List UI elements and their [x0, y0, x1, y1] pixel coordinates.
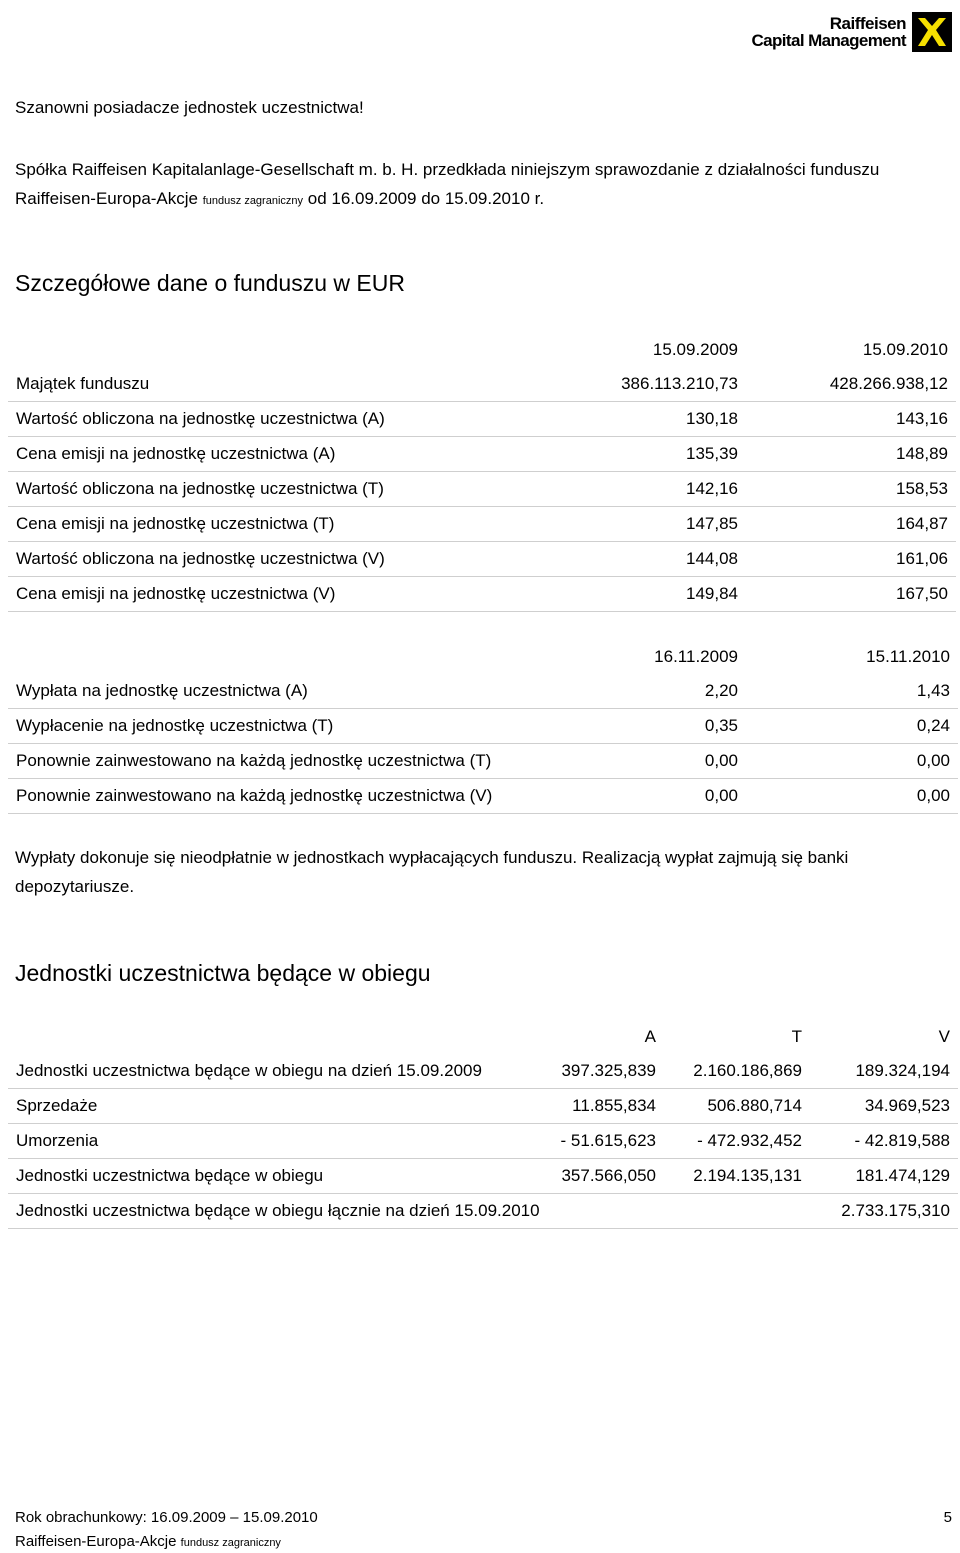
row-label: Ponownie zainwestowano na każdą jednostkę uczestnictwa (V) [8, 779, 596, 814]
section-title-units: Jednostki uczestnictwa będące w obiegu [15, 960, 431, 986]
table-row [8, 674, 958, 709]
row-value: 386.113.210,73 [596, 367, 746, 402]
logo-line1: Raiffeisen [829, 14, 906, 33]
greeting: Szanowni posiadacze jednostek uczestnictwa! [15, 98, 364, 117]
intro-line1: Spółka Raiffeisen Kapitalanlage-Gesellschaft m. b. H. przedkłada niniejszym sprawozdanie z działalności funduszu [15, 160, 880, 179]
row-value: 130,18 [596, 402, 746, 437]
row-value: 164,87 [746, 507, 956, 542]
column-header: 15.09.2009 [652, 340, 738, 359]
row-label: Wypłata na jednostkę uczestnictwa (A) [8, 674, 596, 709]
footer-fund [15, 1533, 281, 1550]
row-value: 0,00 [596, 744, 746, 779]
row-value: 0,35 [596, 709, 746, 744]
row-value: 142,16 [596, 472, 746, 507]
row-value-t: - 472.932,452 [664, 1124, 810, 1159]
table-row [8, 577, 956, 612]
row-value-a: - 51.615,623 [526, 1124, 664, 1159]
row-label: Umorzenia [8, 1124, 526, 1159]
row-label: Sprzedaże [8, 1089, 526, 1124]
row-value: 0,00 [596, 779, 746, 814]
row-value: 158,53 [746, 472, 956, 507]
column-header-v: V [938, 1027, 950, 1046]
row-value: 144,08 [596, 542, 746, 577]
column-header: 15.09.2010 [862, 340, 948, 359]
table-row [8, 542, 956, 577]
row-value: 428.266.938,12 [746, 367, 956, 402]
fund-suffix: fundusz zagraniczny [202, 195, 304, 207]
column-header-t: T [791, 1027, 802, 1046]
footer-period: Rok obrachunkowy: 16.09.2009 – 15.09.2010 [15, 1509, 318, 1526]
row-value-t: 2.160.186,869 [664, 1054, 810, 1089]
raiffeisen-gable-cross-icon [912, 12, 952, 52]
row-value-v: 34.969,523 [810, 1089, 958, 1124]
row-label: Jednostki uczestnictwa będące w obiegu [8, 1159, 526, 1194]
payout-note-line1: Wypłaty dokonuje się nieodpłatnie w jednostkach wypłacających funduszu. Realizacją wypłat zajmują się banki [15, 848, 849, 867]
row-label: Cena emisji na jednostkę uczestnictwa (T) [8, 507, 596, 542]
total-label: Jednostki uczestnictwa będące w obiegu łącznie na dzień 15.09.2010 [8, 1194, 810, 1229]
distribution-table [8, 640, 958, 814]
table-row [8, 1054, 958, 1089]
row-value-a: 397.325,839 [526, 1054, 664, 1089]
footer-fund-name: Raiffeisen-Europa-Akcje [15, 1533, 177, 1550]
row-value: 0,00 [746, 744, 958, 779]
table-row [8, 367, 956, 402]
row-value: 0,00 [746, 779, 958, 814]
footer-fund-suffix: fundusz zagraniczny [180, 1537, 281, 1549]
units-table [8, 1020, 958, 1229]
column-header: 16.11.2009 [654, 647, 738, 666]
table-row [8, 779, 958, 814]
table-row [8, 402, 956, 437]
table-header-row [8, 640, 958, 674]
intro-period: od 16.09.2009 do 15.09.2010 r. [307, 189, 545, 208]
section-title-fund-data: Szczegółowe dane o funduszu w EUR [15, 270, 405, 296]
table-row [8, 1089, 958, 1124]
table-row [8, 472, 956, 507]
row-value-v: 181.474,129 [810, 1159, 958, 1194]
row-value-v: - 42.819,588 [810, 1124, 958, 1159]
row-label: Cena emisji na jednostkę uczestnictwa (A) [8, 437, 596, 472]
row-value: 135,39 [596, 437, 746, 472]
row-value-a: 11.855,834 [526, 1089, 664, 1124]
row-label: Jednostki uczestnictwa będące w obiegu na dzień 15.09.2009 [8, 1054, 526, 1089]
fund-data-table [8, 333, 956, 612]
row-value: 167,50 [746, 577, 956, 612]
table-row [8, 1159, 958, 1194]
fund-name: Raiffeisen-Europa-Akcje [15, 189, 198, 208]
row-value: 2,20 [596, 674, 746, 709]
table-row [8, 744, 958, 779]
table-header-row [8, 333, 956, 367]
row-label: Wartość obliczona na jednostkę uczestnictwa (T) [8, 472, 596, 507]
table-total-row [8, 1194, 958, 1229]
row-label: Wartość obliczona na jednostkę uczestnictwa (A) [8, 402, 596, 437]
table-row [8, 1124, 958, 1159]
row-value: 161,06 [746, 542, 956, 577]
row-label: Wartość obliczona na jednostkę uczestnictwa (V) [8, 542, 596, 577]
row-value: 148,89 [746, 437, 956, 472]
row-value: 149,84 [596, 577, 746, 612]
row-value: 147,85 [596, 507, 746, 542]
row-value-v: 189.324,194 [810, 1054, 958, 1089]
table-header-row [8, 1020, 958, 1054]
row-label: Majątek funduszu [8, 367, 596, 402]
logo-text [751, 15, 906, 49]
intro-line2 [15, 189, 544, 209]
table-row [8, 507, 956, 542]
row-value: 143,16 [746, 402, 956, 437]
page-number: 5 [943, 1509, 952, 1526]
row-label: Wypłacenie na jednostkę uczestnictwa (T) [8, 709, 596, 744]
row-label: Ponownie zainwestowano na każdą jednostkę uczestnictwa (T) [8, 744, 596, 779]
company-logo [751, 12, 952, 52]
row-value-t: 506.880,714 [664, 1089, 810, 1124]
payout-note-line2: depozytariusze. [15, 877, 135, 896]
row-value: 1,43 [746, 674, 958, 709]
row-value-t: 2.194.135,131 [664, 1159, 810, 1194]
row-label: Cena emisji na jednostkę uczestnictwa (V) [8, 577, 596, 612]
logo-line2: Capital Management [751, 31, 906, 50]
row-value: 0,24 [746, 709, 958, 744]
table-row [8, 437, 956, 472]
row-value-a: 357.566,050 [526, 1159, 664, 1194]
total-value: 2.733.175,310 [810, 1194, 958, 1229]
table-row [8, 709, 958, 744]
column-header-a: A [644, 1027, 656, 1046]
column-header: 15.11.2010 [866, 647, 950, 666]
